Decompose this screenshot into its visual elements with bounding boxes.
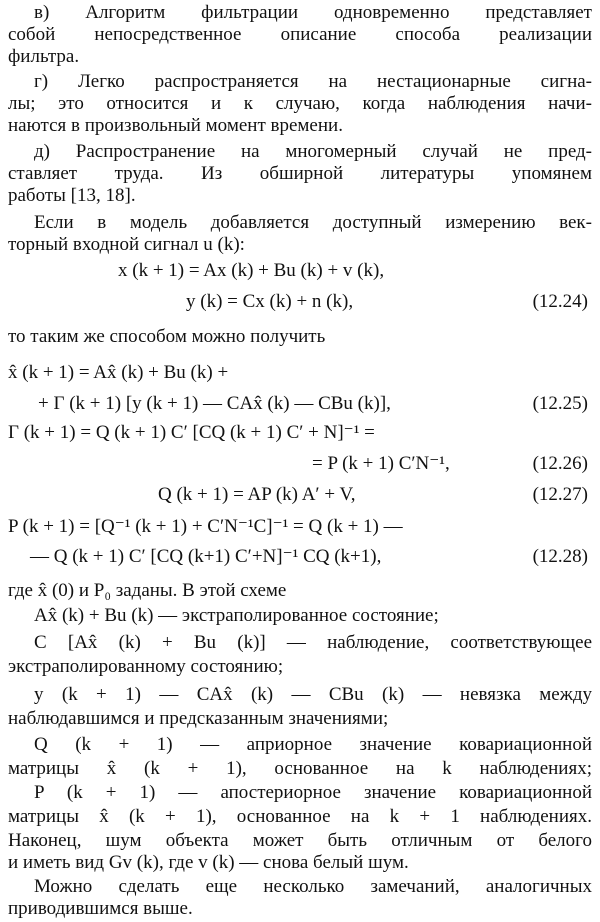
equation-12-25-line-2: + Γ (k + 1) [y (k + 1) — CAx̂ (k) — CBu (k)], bbox=[38, 393, 391, 414]
para-d-line-2: ставляет труда. Из обширной литературы упомянем bbox=[8, 163, 592, 184]
defs-line-12: и иметь вид Gv (k), где v (k) — снова белый шум. bbox=[8, 852, 409, 873]
equation-12-26-line-2: = P (k + 1) C′N⁻¹, bbox=[312, 453, 450, 474]
para-g-line-2: лы; это относится и к случаю, когда наблюдения начи- bbox=[8, 93, 592, 114]
defs-line-2: Ax̂ (k) + Bu (k) — экстраполированное состояние; bbox=[34, 605, 439, 626]
para-g-line-3: наются в произвольный момент времени. bbox=[8, 115, 343, 136]
closing-line-1: Можно сделать еще несколько замечаний, аналогичных bbox=[34, 876, 592, 897]
defs-line-10: матрицы x̂ (k + 1), основанное на k + 1 наблюдениях. bbox=[8, 806, 592, 827]
defs-line-3: C [Ax̂ (k) + Bu (k)] — наблюдение, соответствующее bbox=[34, 632, 592, 653]
defs-line-4: экстраполированному состоянию; bbox=[8, 656, 284, 677]
equation-number-12-28: (12.28) bbox=[532, 546, 588, 567]
text-same-method: то таким же способом можно получить bbox=[8, 326, 326, 347]
closing-line-2: приводившимся выше. bbox=[8, 898, 193, 919]
para-d-line-1: д) Распространение на многомерный случай не пред- bbox=[34, 141, 592, 162]
defs-line-8: матрицы x̂ (k + 1), основанное на k наблюдениях; bbox=[8, 758, 592, 779]
equation-12-28-line-1: P (k + 1) = [Q⁻¹ (k + 1) + C′N⁻¹C]⁻¹ = Q (k + 1) — bbox=[8, 516, 403, 537]
defs-line-1: где x̂ (0) и P₀ заданы. В этой схеме bbox=[8, 580, 287, 601]
equation-number-12-25: (12.25) bbox=[532, 393, 588, 414]
equation-12-25-line-1: x̂ (k + 1) = Ax̂ (k) + Bu (k) + bbox=[8, 362, 229, 383]
equation-12-24-line-2: y (k) = Cx (k) + n (k), bbox=[186, 291, 354, 312]
defs-line-6: наблюдавшимся и предсказанным значениями; bbox=[8, 708, 389, 729]
equation-12-27-line-1: Q (k + 1) = AP (k) A′ + V, bbox=[158, 484, 356, 505]
equation-12-26-line-1: Γ (k + 1) = Q (k + 1) C′ [CQ (k + 1) C′ + N]⁻¹ = bbox=[8, 422, 375, 443]
defs-line-9: P (k + 1) — апостериорное значение ковариационной bbox=[34, 782, 592, 803]
defs-line-7: Q (k + 1) — априорное значение ковариационной bbox=[34, 734, 592, 755]
para-v-line-2: собой непосредственное описание способа реализации bbox=[8, 24, 592, 45]
equation-12-24-line-1: x (k + 1) = Ax (k) + Bu (k) + v (k), bbox=[118, 260, 385, 281]
equation-number-12-27: (12.27) bbox=[532, 484, 588, 505]
defs-line-11: Наконец, шум объекта может быть отличным от белого bbox=[8, 830, 592, 851]
para-g-line-1: г) Легко распространяется на нестационарные сигна- bbox=[34, 71, 592, 92]
para-v-line-1: в) Алгоритм фильтрации одновременно представляет bbox=[34, 2, 592, 23]
equation-number-12-24: (12.24) bbox=[532, 291, 588, 312]
para-v-line-3: фильтра. bbox=[8, 46, 80, 67]
para-model-line-2: торный входной сигнал u (k): bbox=[8, 234, 245, 255]
equation-12-28-line-2: — Q (k + 1) C′ [CQ (k+1) C′+N]⁻¹ CQ (k+1), bbox=[30, 546, 382, 567]
para-model-line-1: Если в модель добавляется доступный измерению век- bbox=[34, 212, 592, 233]
defs-line-5: y (k + 1) — CAx̂ (k) — CBu (k) — невязка между bbox=[34, 684, 592, 705]
para-d-line-3: работы [13, 18]. bbox=[8, 185, 136, 206]
equation-number-12-26: (12.26) bbox=[532, 453, 588, 474]
